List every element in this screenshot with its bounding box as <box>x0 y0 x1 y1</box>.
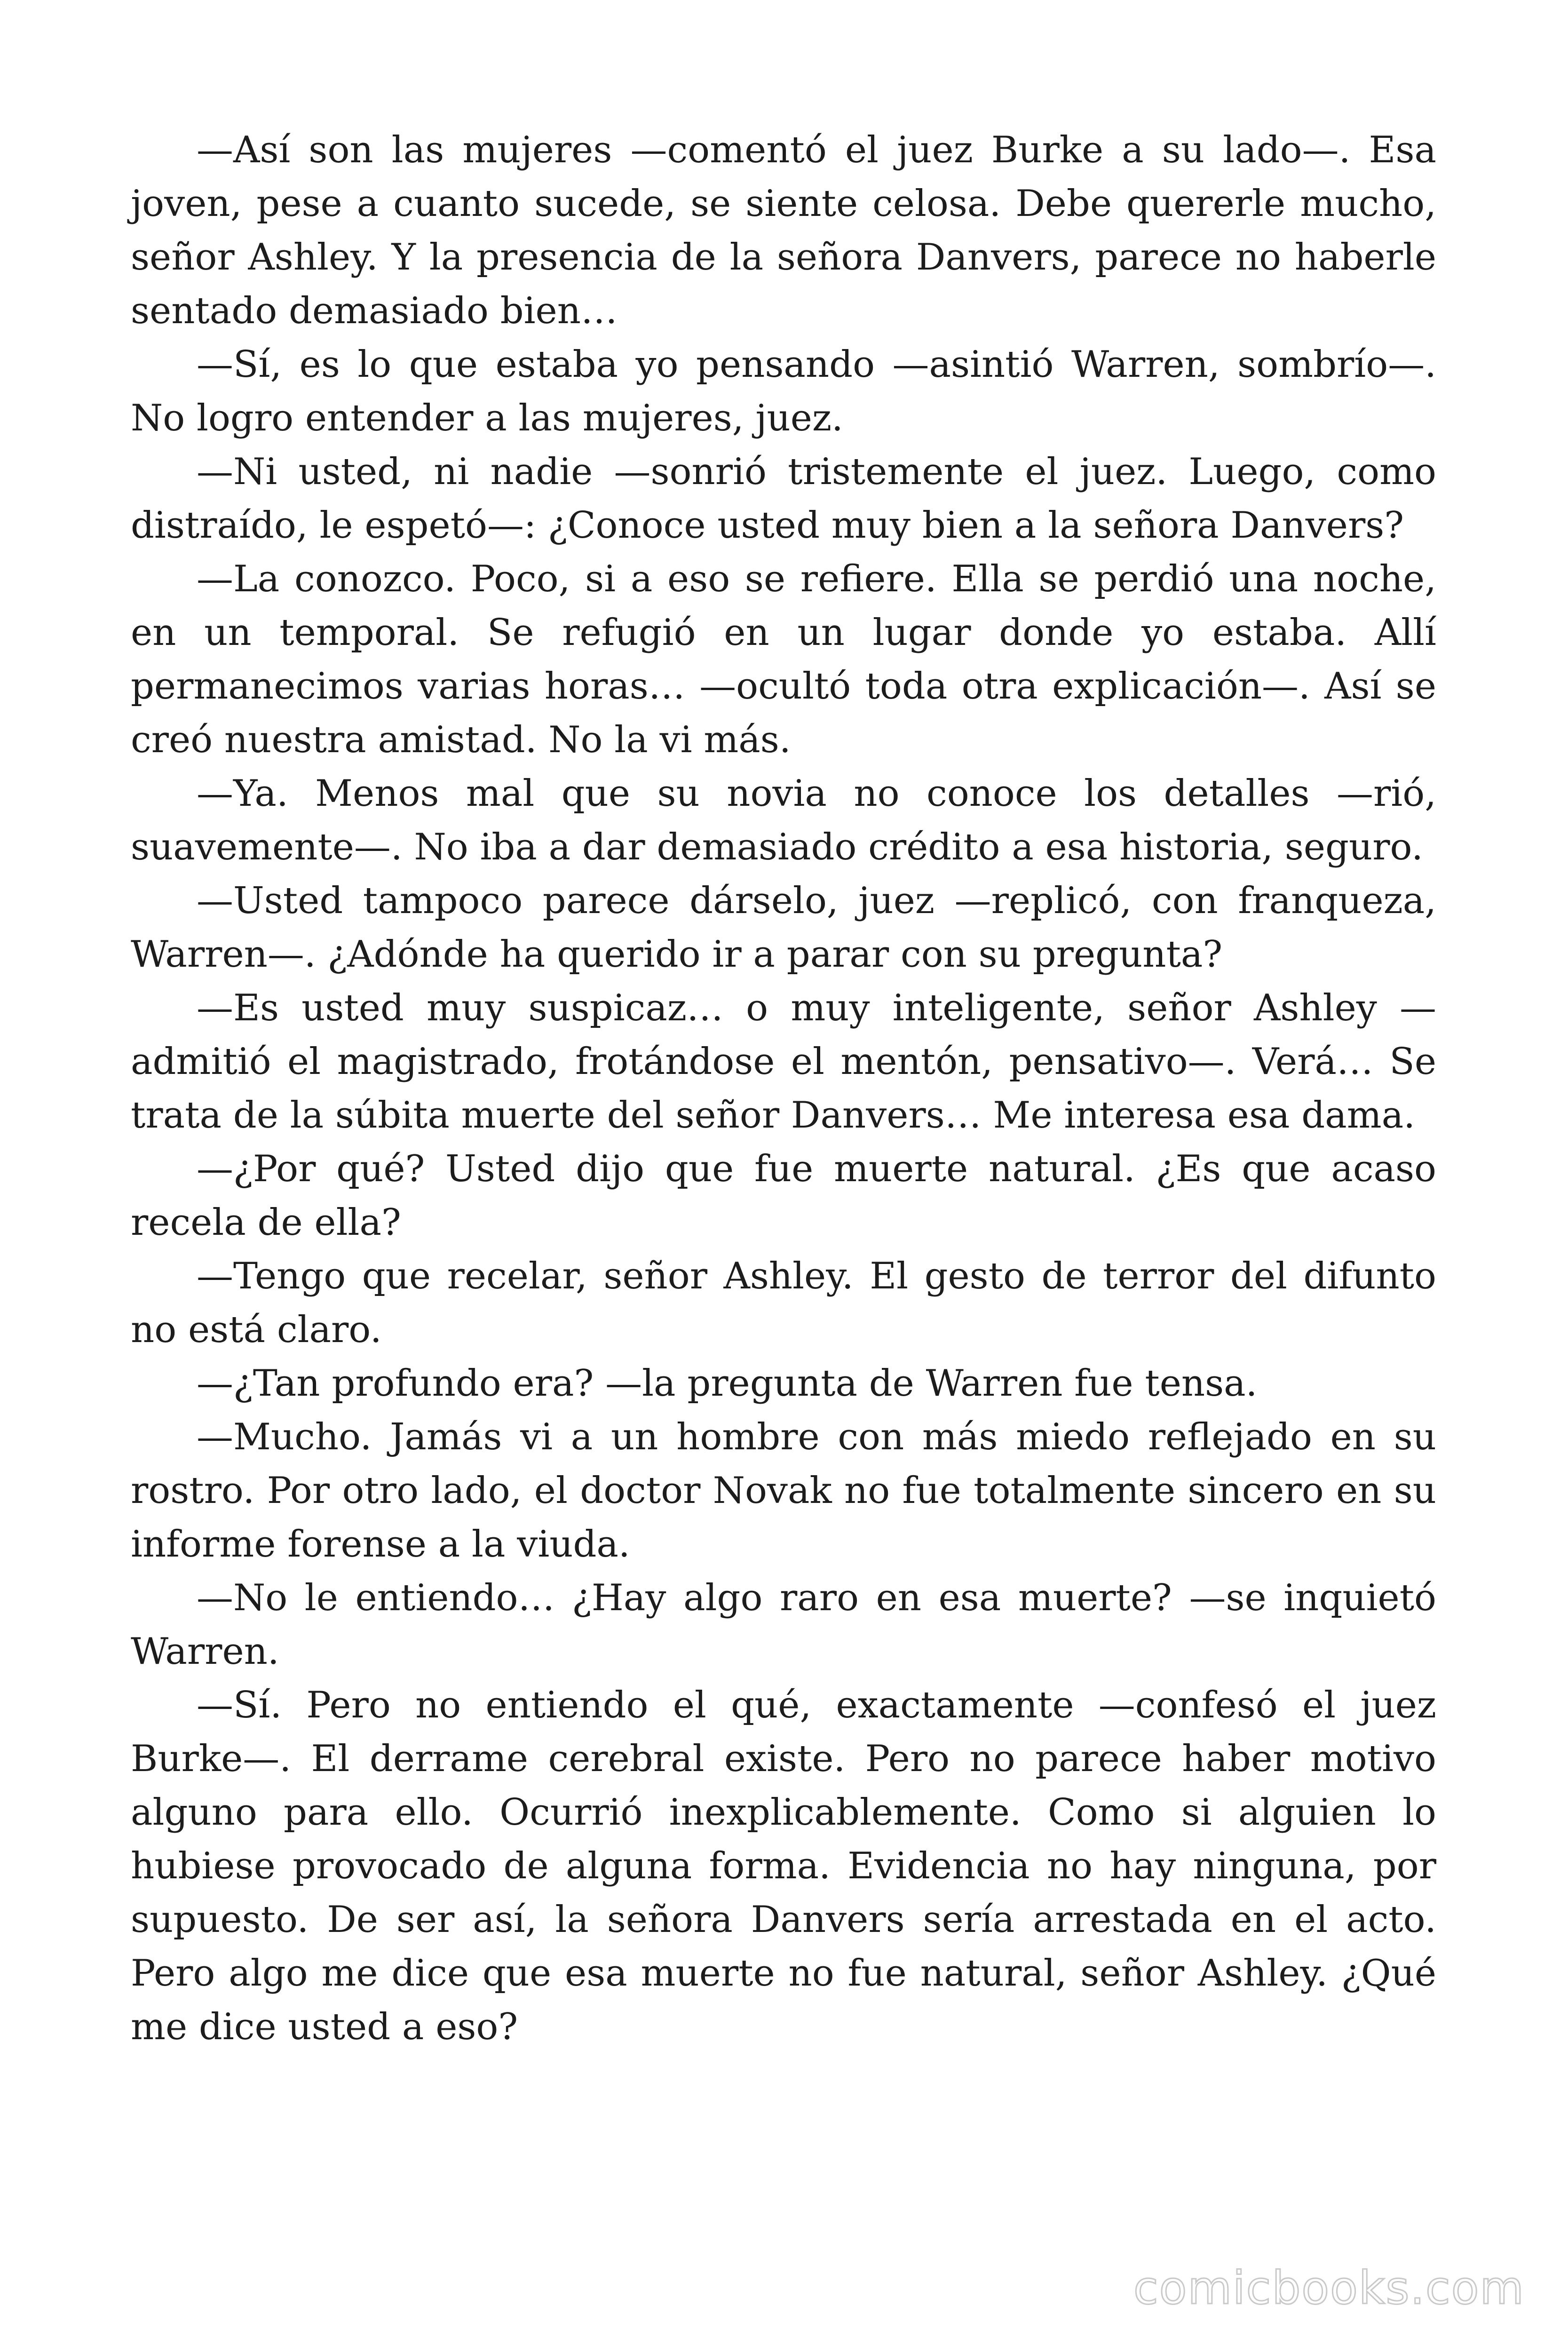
paragraph: —¿Por qué? Usted dijo que fue muerte natural. ¿Es que acaso recela de ella? <box>131 1148 1436 1244</box>
paragraph: —La conozco. Poco, si a eso se refiere. Ella se perdió una noche, en un temporal. Se refugió en un lugar donde yo estaba. Allí permanecimos varias horas… —ocultó toda otra explicación—. Así se creó nuestra amistad. No la vi más. <box>131 558 1436 761</box>
body-text <box>131 123 1436 2054</box>
paragraph: —Sí, es lo que estaba yo pensando —asintió Warren, sombrío—. No logro entender a las mujeres, juez. <box>131 343 1436 439</box>
watermark: comicbooks.com <box>1133 2262 1525 2314</box>
paragraph: —No le entiendo… ¿Hay algo raro en esa muerte? —se inquietó Warren. <box>131 1577 1436 1673</box>
paragraph: —Ya. Menos mal que su novia no conoce los detalles —rió, suavemente—. No iba a dar demasiado crédito a esa historia, seguro. <box>131 772 1436 868</box>
paragraph: —Así son las mujeres —comentó el juez Burke a su lado—. Esa joven, pese a cuanto sucede, se siente celosa. Debe quererle mucho, señor Ashley. Y la presencia de la señora Danvers, parece no haberle sentado demasiado bien… <box>131 129 1436 332</box>
paragraph: —Tengo que recelar, señor Ashley. El gesto de terror del difunto no está claro. <box>131 1255 1436 1351</box>
paragraph: —¿Tan profundo era? —la pregunta de Warren fue tensa. <box>197 1362 1258 1405</box>
paragraph: —Es usted muy suspicaz… o muy inteligente, señor Ashley —admitió el magistrado, frotándose el mentón, pensativo—. Verá… Se trata de la súbita muerte del señor Danvers… Me interesa esa dama. <box>131 987 1436 1136</box>
paragraph: —Sí. Pero no entiendo el qué, exactamente —confesó el juez Burke—. El derrame cerebral existe. Pero no parece haber motivo alguno para ello. Ocurrió inexplicablemente. Como si alguien lo hubiese provocado de alguna forma. Evidencia no hay ninguna, por supuesto. De ser así, la señora Danvers sería arrestada en el acto. Pero algo me dice que esa muerte no fue natural, señor Ashley. ¿Qué me dice usted a eso? <box>131 1684 1436 2048</box>
paragraph: —Usted tampoco parece dárselo, juez —replicó, con franqueza, Warren—. ¿Adónde ha querido ir a parar con su pregunta? <box>131 880 1436 976</box>
paragraph: —Ni usted, ni nadie —sonrió tristemente el juez. Luego, como distraído, le espetó—: ¿Conoce usted muy bien a la señora Danvers? <box>131 451 1436 547</box>
paragraph: —Mucho. Jamás vi a un hombre con más miedo reflejado en su rostro. Por otro lado, el doctor Novak no fue totalmente sincero en su informe forense a la viuda. <box>131 1416 1436 1565</box>
